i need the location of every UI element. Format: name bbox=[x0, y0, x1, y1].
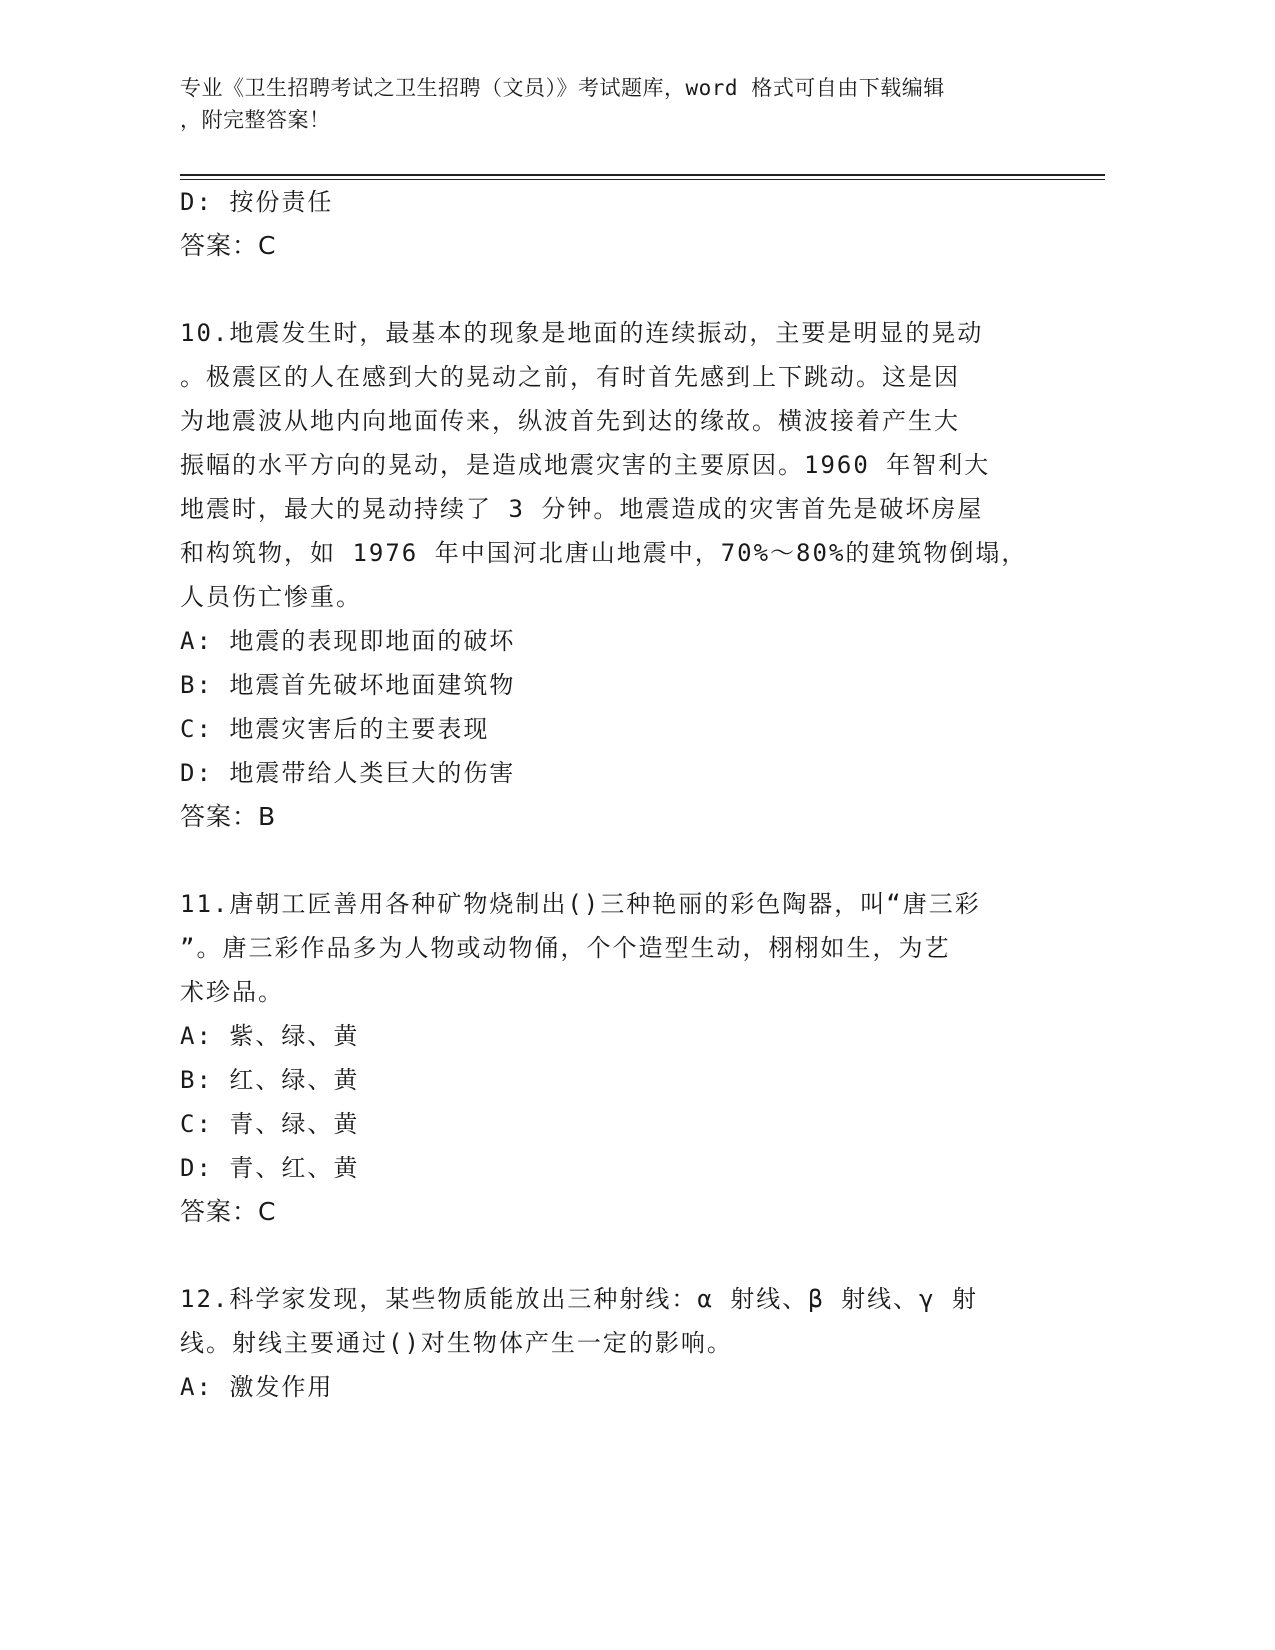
option-d: D: 按份责任 bbox=[180, 188, 334, 216]
question-stem-line: ”。唐三彩作品多为人物或动物俑，个个造型生动，栩栩如生，为艺 bbox=[180, 934, 951, 962]
header-line-2: ，附完整答案！ bbox=[180, 108, 331, 132]
option-a: A: 激发作用 bbox=[180, 1373, 334, 1401]
question-stem-line: 术珍品。 bbox=[180, 978, 284, 1006]
document-header bbox=[180, 72, 1040, 136]
question-9-tail bbox=[180, 180, 1030, 268]
question-stem-line: 10.地震发生时，最基本的现象是地面的连续振动，主要是明显的晃动 bbox=[180, 319, 984, 347]
option-d: D: 地震带给人类巨大的伤害 bbox=[180, 759, 516, 787]
option-b: B: 地震首先破坏地面建筑物 bbox=[180, 671, 516, 699]
question-stem-line: 人员伤亡惨重。 bbox=[180, 583, 362, 611]
question-stem-line: 12.科学家发现，某些物质能放出三种射线：α 射线、β 射线、γ 射 bbox=[180, 1285, 979, 1313]
answer: 答案：C bbox=[180, 231, 277, 260]
option-a: A: 紫、绿、黄 bbox=[180, 1022, 360, 1050]
option-d: D: 青、红、黄 bbox=[180, 1154, 360, 1182]
option-c: C: 地震灾害后的主要表现 bbox=[180, 715, 490, 743]
question-12 bbox=[180, 1277, 1030, 1409]
question-11 bbox=[180, 882, 1030, 1234]
question-stem-line: 。极震区的人在感到大的晃动之前，有时首先感到上下跳动。这是因 bbox=[180, 363, 960, 391]
option-b: B: 红、绿、黄 bbox=[180, 1066, 360, 1094]
question-stem-line: 11.唐朝工匠善用各种矿物烧制出()三种艳丽的彩色陶器，叫“唐三彩 bbox=[180, 890, 981, 918]
answer: 答案：B bbox=[180, 802, 277, 831]
question-stem-line: 为地震波从地内向地面传来，纵波首先到达的缘故。横波接着产生大 bbox=[180, 407, 960, 435]
option-a: A: 地震的表现即地面的破坏 bbox=[180, 627, 516, 655]
question-stem-line: 线。射线主要通过()对生物体产生一定的影响。 bbox=[180, 1329, 733, 1357]
document-body bbox=[180, 180, 1030, 1409]
header-line-1: 专业《卫生招聘考试之卫生招聘（文员）》考试题库，word 格式可自由下载编辑 bbox=[180, 76, 945, 100]
question-stem-line: 和构筑物，如 1976 年中国河北唐山地震中，70%～80%的建筑物倒塌， bbox=[180, 539, 1028, 567]
answer: 答案：C bbox=[180, 1197, 277, 1226]
option-c: C: 青、绿、黄 bbox=[180, 1110, 360, 1138]
question-10 bbox=[180, 311, 1030, 839]
question-stem-line: 地震时，最大的晃动持续了 3 分钟。地震造成的灾害首先是破坏房屋 bbox=[180, 495, 984, 523]
question-stem-line: 振幅的水平方向的晃动，是造成地震灾害的主要原因。1960 年智利大 bbox=[180, 451, 991, 479]
